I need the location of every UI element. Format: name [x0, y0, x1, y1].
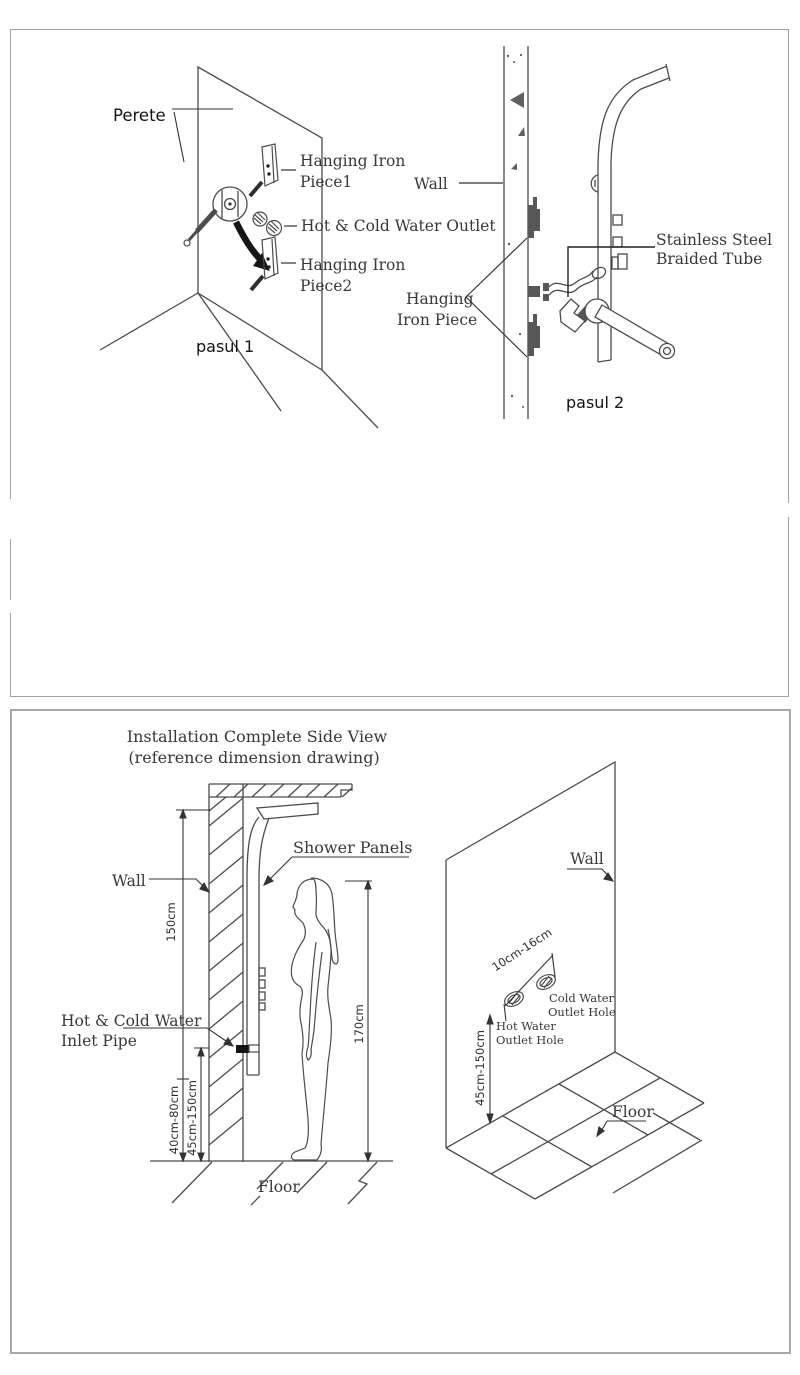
braided-tube-label-line1: Stainless Steel [656, 231, 773, 249]
dim-150cm: 150cm [164, 902, 178, 942]
steps-drawing [11, 30, 788, 696]
wall-front-view [446, 762, 615, 1148]
inlet-label-line2: Inlet Pipe [61, 1032, 137, 1050]
hanging-iron-label-line2: Iron Piece [397, 311, 478, 329]
step2-caption: pasul 2 [566, 393, 625, 412]
wall-label-step2: Wall [414, 175, 448, 193]
border-gap-artifact [7, 499, 13, 539]
panel2-title-line2: (reference dimension drawing) [128, 748, 380, 767]
inlet-pipe [236, 1045, 259, 1053]
dimension-drawing-panel [10, 709, 791, 1354]
hanging-iron-piece1-label-line1: Hanging Iron [300, 152, 406, 170]
wrench [560, 299, 675, 359]
braided-tube-label-line2: Braided Tube [656, 250, 763, 268]
hanging-iron-piece1-label-line2: Piece1 [300, 173, 353, 191]
wall-label-side: Wall [112, 872, 146, 890]
cold-water-label-line1: Cold Water [549, 991, 615, 1005]
dimension-drawing [12, 711, 789, 1352]
floor-label-front: Floor [612, 1103, 654, 1121]
braided-tube [549, 265, 608, 295]
step1-caption: pasul 1 [196, 337, 255, 356]
magnifier-screw-detail [213, 187, 247, 221]
dim-10-16: 10cm-16cm [489, 925, 555, 975]
hanging-iron-piece2-label-line1: Hanging Iron [300, 256, 406, 274]
shower-panels-label: Shower Panels [293, 838, 413, 857]
wall-speckles [507, 54, 525, 408]
step1-label-dashes [281, 170, 297, 263]
hanging-iron-label-line1: Hanging [406, 290, 474, 308]
perete-leader-line [172, 109, 233, 162]
screwdriver [184, 210, 216, 246]
perete-label: Perete [113, 106, 166, 125]
installation-steps-panel [10, 29, 789, 697]
wall-column [209, 784, 243, 1162]
ceiling-beam [209, 784, 352, 797]
dim-45-150-side: 45cm-150cm [185, 1080, 199, 1156]
hanging-iron-piece1-shape [250, 144, 278, 196]
hot-cold-outlet-shapes [253, 212, 282, 236]
hot-water-label-line2: Outlet Hole [496, 1033, 564, 1047]
woman-figure [291, 878, 338, 1160]
panel2-title-line1: Installation Complete Side View [126, 727, 388, 746]
hot-water-label-line1: Hot Water [496, 1019, 556, 1033]
border-gap-artifact [785, 503, 791, 517]
hot-cold-outlet-label: Hot & Cold Water Outlet [301, 217, 496, 235]
wall-iron-pieces [528, 197, 549, 356]
dim-170cm: 170cm [352, 1004, 366, 1044]
floor-label-side: Floor [258, 1178, 300, 1196]
wall-label-front: Wall [570, 850, 604, 868]
cold-water-label-line2: Outlet Hole [548, 1005, 616, 1019]
hanging-iron-piece2-label-line2: Piece2 [300, 277, 353, 295]
inlet-label-line1: Hot & Cold Water [61, 1012, 202, 1030]
border-gap-artifact [7, 600, 13, 613]
rotation-arrow [236, 222, 270, 271]
dimension-lines-side [176, 810, 372, 1161]
dim-40-80: 40cm-80cm [167, 1085, 181, 1155]
dim-45-150-front: 45cm-150cm [473, 1030, 487, 1106]
